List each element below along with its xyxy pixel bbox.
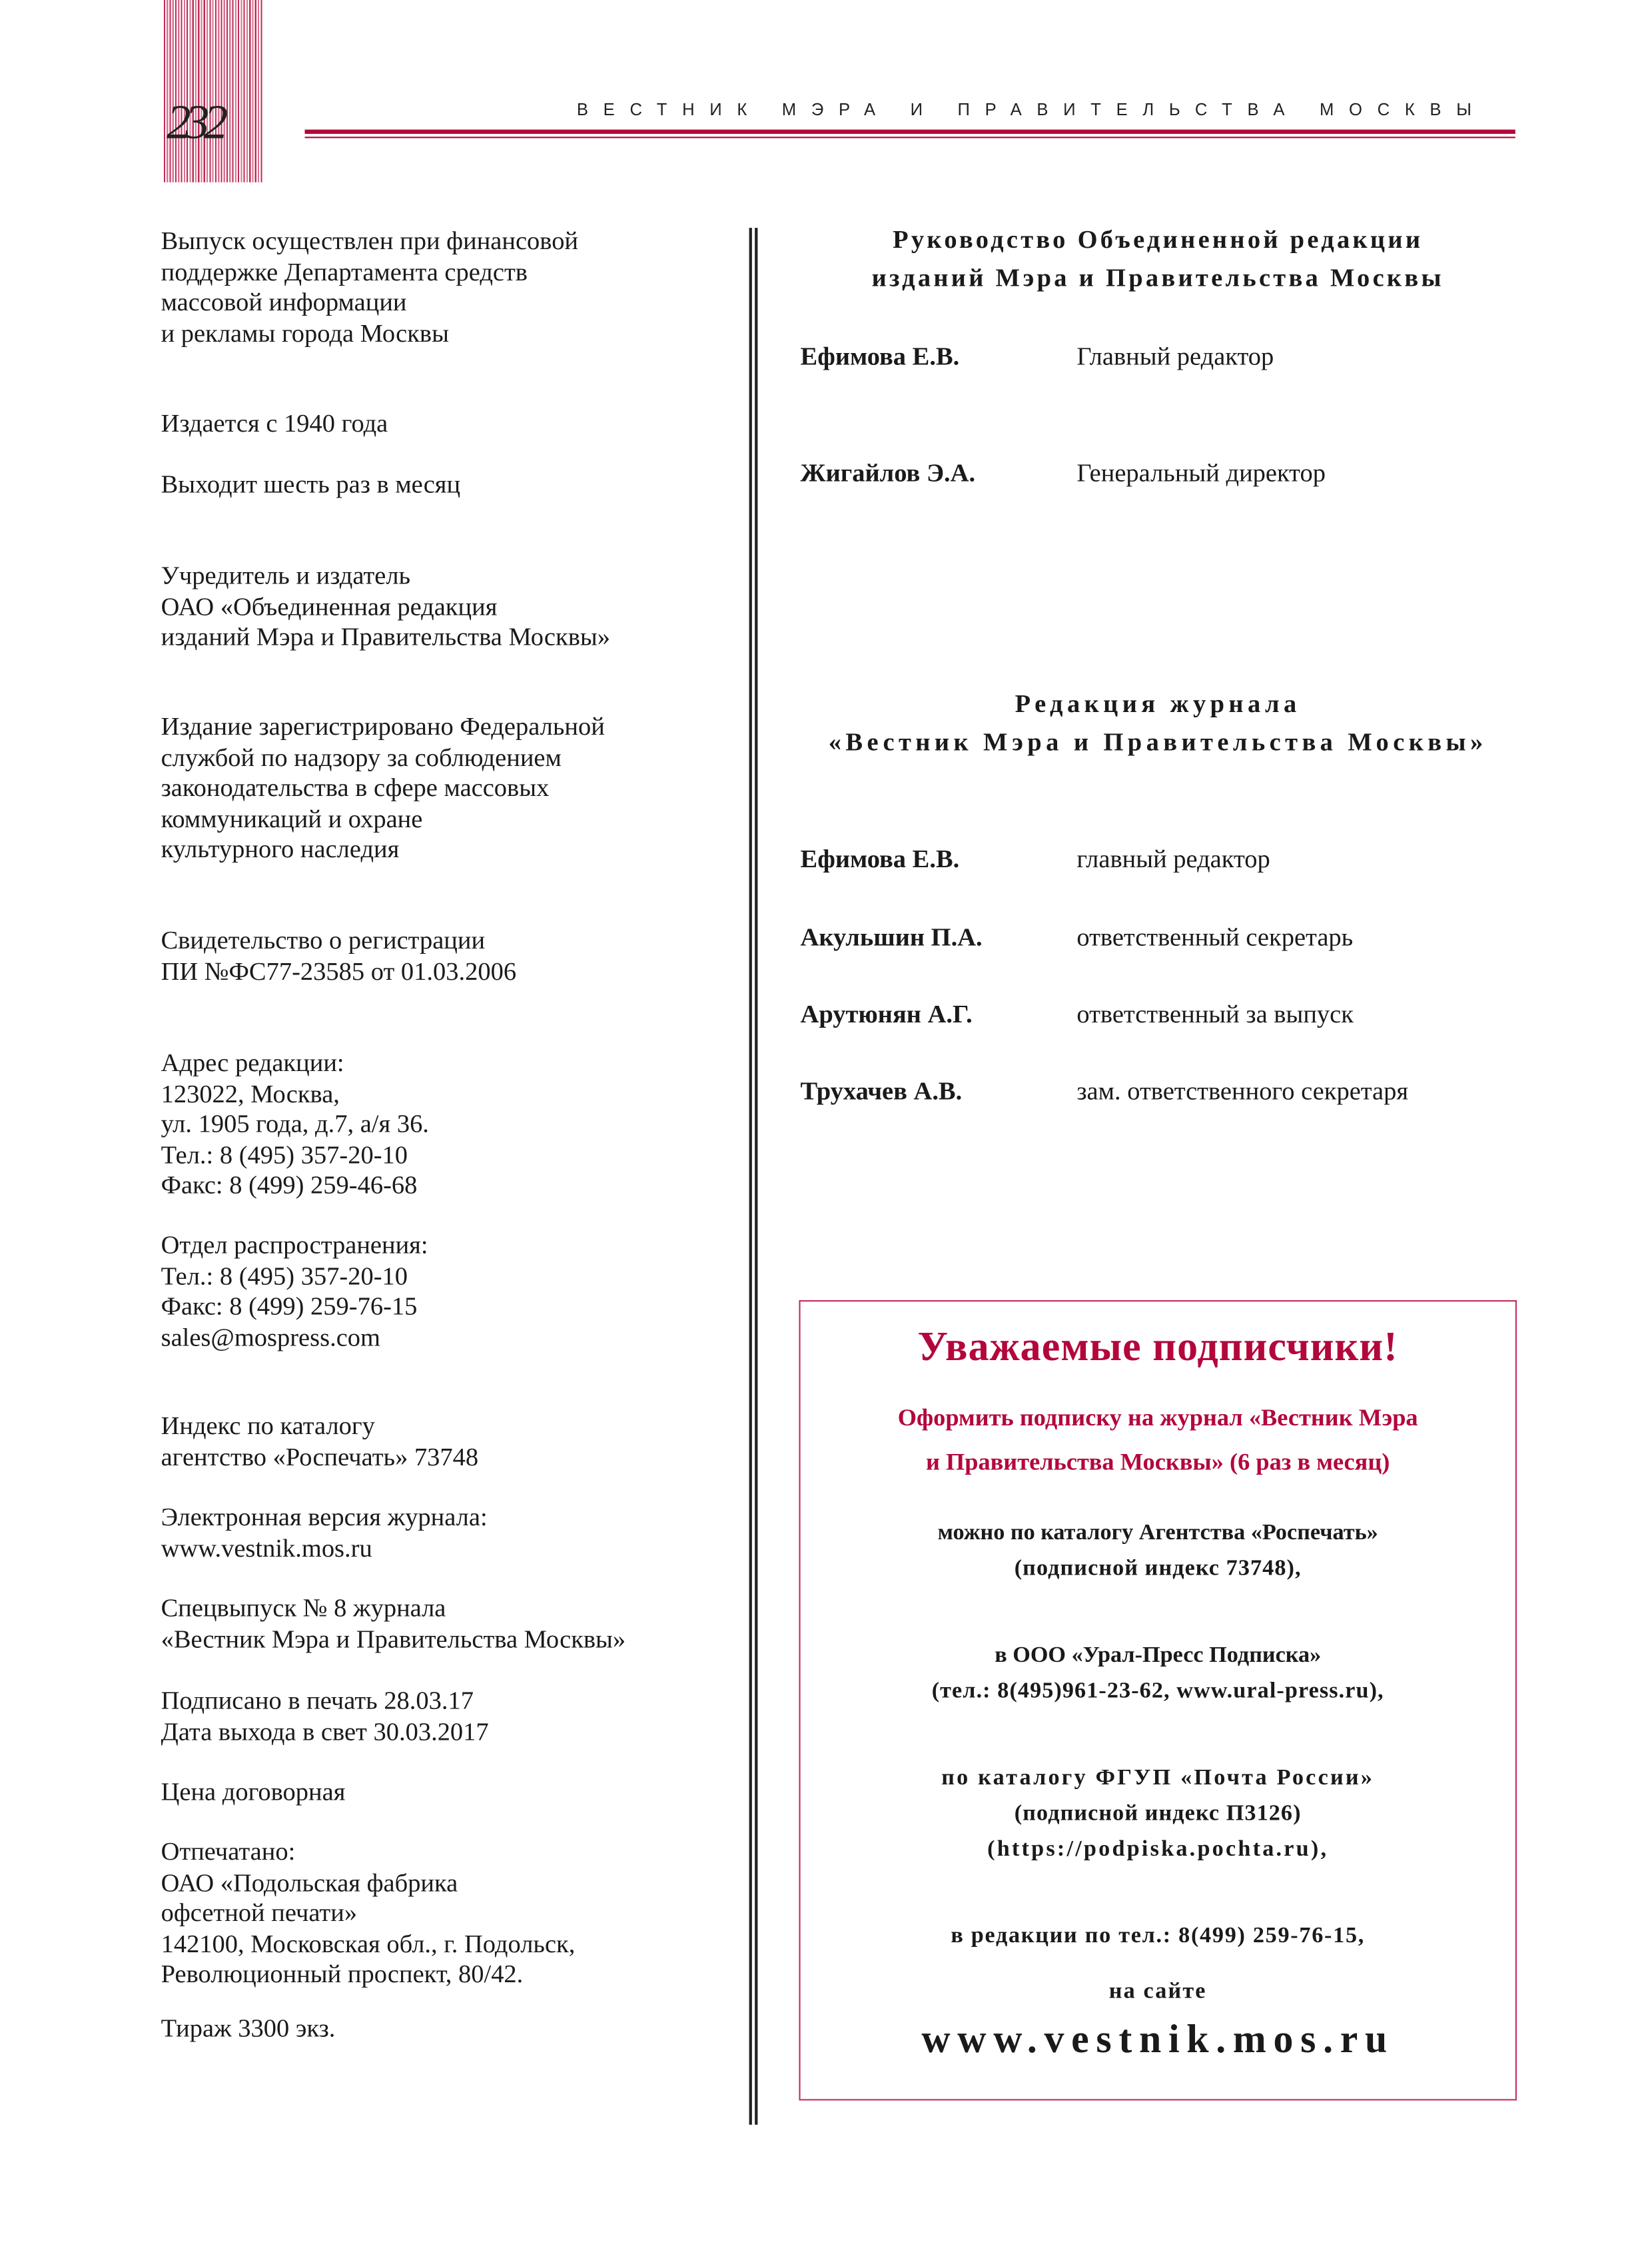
column-divider xyxy=(749,228,751,2125)
special-issue: Спецвыпуск № 8 журнала «Вестник Мэра и Правительства Москвы» xyxy=(161,1593,626,1653)
subscription-intro: и Правительства Москвы» (6 раз в месяц) xyxy=(925,1448,1390,1475)
running-title: ВЕСТНИК МЭРА И ПРАВИТЕЛЬСТВА МОСКВЫ xyxy=(576,99,1487,120)
person-role: Генеральный директор xyxy=(1076,458,1326,488)
person-name: Арутюнян А.Г. xyxy=(800,999,973,1028)
website-link[interactable]: www.vestnik.mos.ru xyxy=(921,2018,1395,2062)
subscription-intro: Оформить подписку на журнал «Вестник Мэра xyxy=(897,1404,1418,1431)
editorial-address: Адрес редакции: 123022, Москва, ул. 1905 года, д.7, а/я 36. Тел.: 8 (495) 357-20-10 Факс: 8 (499) 259-46-68 xyxy=(161,1048,429,1200)
frequency: Выходит шесть раз в месяц xyxy=(161,470,461,499)
person-name: Жигайлов Э.А. xyxy=(800,458,976,488)
electronic-version: Электронная версия журнала: www.vestnik.mos.ru xyxy=(161,1502,488,1562)
person-name: Акульшин П.А. xyxy=(800,923,983,952)
header-rule-thin xyxy=(305,137,1515,138)
printer: Отпечатано: ОАО «Подольская фабрика офсетной печати» 142100, Московская обл., г. Подольск, Революционный проспект, 80/42. xyxy=(161,1837,576,1988)
person-role: зам. ответственного секретаря xyxy=(1076,1076,1409,1106)
registration-note: Издание зарегистрировано Федеральной службой по надзору за соблюдением законодательства в сфере массовых коммуникаций и охране культурного наследия xyxy=(161,712,605,863)
funding-note: Выпуск осуществлен при финансовой поддержке Департамента средств массовой информации и рекламы города Москвы xyxy=(161,226,579,347)
subscription-line: (подписной индекс П3126) xyxy=(1014,1801,1302,1826)
price: Цена договорная xyxy=(161,1777,346,1806)
published-since: Издается с 1940 года xyxy=(161,408,388,438)
subscription-line: (подписной индекс 73748), xyxy=(1014,1556,1302,1581)
subscription-line: можно по каталогу Агентства «Роспечать» xyxy=(937,1521,1378,1545)
subscription-heading: Уважаемые подписчики! xyxy=(917,1324,1398,1370)
print-dates: Подписано в печать 28.03.17 Дата выхода в свет 30.03.2017 xyxy=(161,1686,489,1746)
catalog-index: Индекс по каталогу агентство «Роспечать» 73748 xyxy=(161,1411,479,1471)
person-role: главный редактор xyxy=(1076,844,1270,873)
founder: Учредитель и издатель ОАО «Объединенная редакция изданий Мэра и Правительства Москвы» xyxy=(161,561,610,651)
editorial-title: Редакция журнала «Вестник Мэра и Правительства Москвы» xyxy=(828,689,1487,757)
subscription-box xyxy=(799,1300,1517,2101)
subscription-line: (https://podpiska.pochta.ru), xyxy=(987,1837,1329,1862)
person-role: Главный редактор xyxy=(1076,342,1274,370)
subscription-line: на сайте xyxy=(1108,1979,1207,2004)
person-name: Ефимова Е.В. xyxy=(800,342,960,370)
management-title: Руководство Объединенной редакции изданий Мэра и Правительства Москвы xyxy=(871,224,1444,292)
person-role: ответственный секретарь xyxy=(1076,923,1354,952)
decorative-pattern xyxy=(164,0,264,183)
subscription-line: в ООО «Урал-Пресс Подписка» xyxy=(995,1643,1322,1668)
circulation: Тираж 3300 экз. xyxy=(161,2014,336,2042)
person-name: Трухачев А.В. xyxy=(800,1076,963,1106)
subscription-line: в редакции по тел.: 8(499) 259-76-15, xyxy=(951,1924,1366,1948)
column-divider xyxy=(755,228,757,2125)
subscription-line: (тел.: 8(495)961-23-62, www.ural-press.ru), xyxy=(931,1679,1384,1704)
certificate: Свидетельство о регистрации ПИ №ФС77-23585 от 01.03.2006 xyxy=(161,925,517,985)
distribution-contacts: Отдел распространения: Тел.: 8 (495) 357-20-10 Факс: 8 (499) 259-76-15 sales@mospress.com xyxy=(161,1230,428,1351)
person-name: Ефимова Е.В. xyxy=(800,844,960,873)
page-number: 232 xyxy=(167,97,222,150)
subscription-line: по каталогу ФГУП «Почта России» xyxy=(941,1766,1375,1790)
header-rule xyxy=(305,130,1515,134)
person-role: ответственный за выпуск xyxy=(1076,999,1354,1028)
